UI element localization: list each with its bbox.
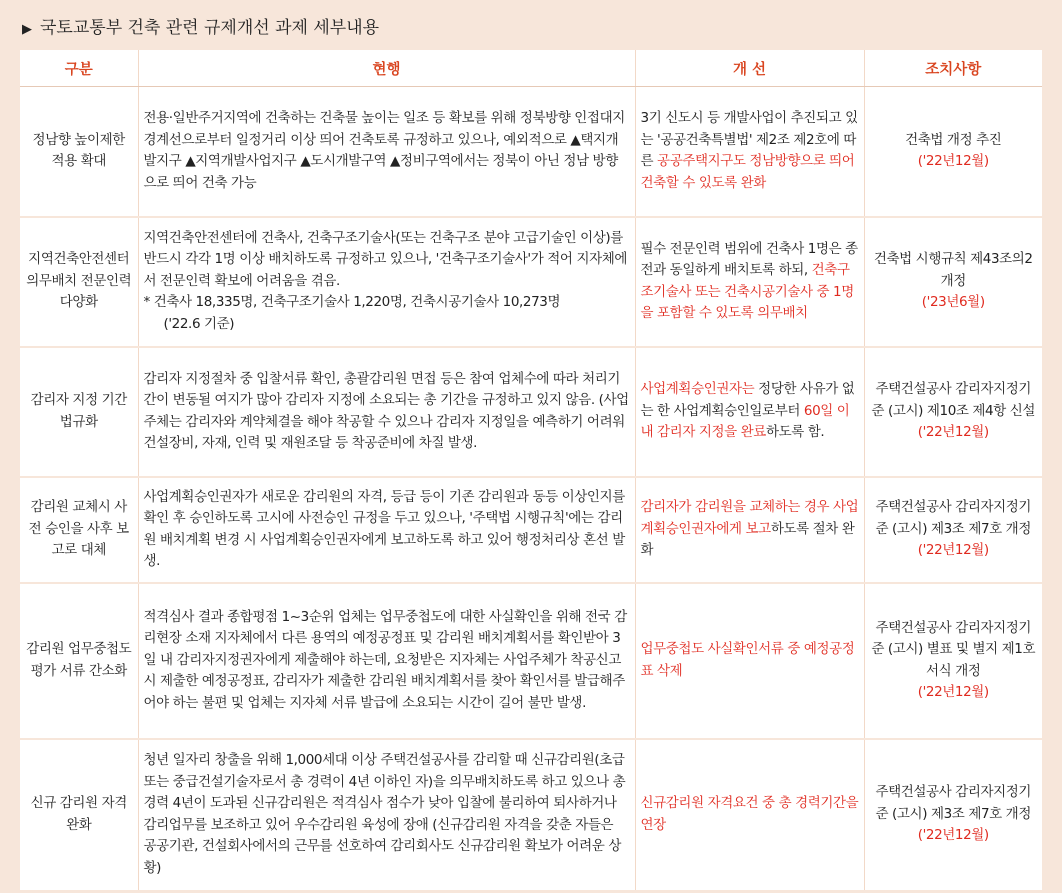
row-category: 감리자 지정 기간 법규화 [20, 347, 138, 477]
table-row [20, 217, 1042, 347]
action-text: 주택건설공사 감리자지정기준 (고시) 제10조 제4항 신설 [871, 381, 1036, 419]
regulation-table [20, 50, 1042, 892]
action-date: ('22년12월) [917, 684, 989, 700]
improvement-highlight: 건축구조기술사 또는 건축시공기술사 중 1명을 포함할 수 있도록 의무배치 [640, 262, 854, 321]
column-header-action: 조치사항 [864, 50, 1042, 87]
table-row [20, 347, 1042, 477]
current-text: 지역건축안전센터에 건축사, 건축구조기술사(또는 건축구조 분야 고급기술인 이상)를 반드시 각각 1명 이상 배치하도록 규정하고 있으나, '건축구조기술사'가 적어 지자체에서 전문인력 확보에 어려움을 겪음. [143, 229, 628, 289]
current-footnote: * 건축사 18,335명, 건축구조기술사 1,220명, 건축시공기술사 10,273명 [143, 294, 561, 311]
improvement-highlight: 업무중첩도 사실확인서류 중 예정공정표 삭제 [640, 641, 855, 679]
row-category: 감리원 교체시 사전 승인을 사후 보고로 대체 [20, 477, 138, 583]
table-row [20, 583, 1042, 739]
row-category: 감리원 업무중첩도 평가 서류 간소화 [20, 583, 138, 739]
row-current [138, 217, 635, 347]
row-action [864, 87, 1042, 217]
row-action [864, 347, 1042, 477]
improvement-text: 필수 전문인력 범위에 건축사 1명은 종전과 동일하게 배치토록 하되, [640, 240, 858, 278]
action-text: 건축법 개정 추진 [905, 131, 1002, 148]
action-date: ('22년12월) [917, 424, 989, 441]
section-title-text: 국토교통부 건축 관련 규제개선 과제 세부내용 [40, 18, 380, 38]
row-improvement [635, 217, 864, 347]
row-action [864, 583, 1042, 739]
triangle-right-icon: ▶ [22, 22, 32, 37]
improvement-highlight: 신규감리원 자격요건 중 총 경력기간을 연장 [640, 795, 859, 833]
table-header-row [20, 50, 1042, 87]
improvement-highlight: 공공주택지구도 정남방향으로 띄어 건축할 수 있도록 완화 [640, 153, 855, 191]
improvement-highlight: 사업계획승인권자는 [640, 381, 755, 398]
row-current: 청년 일자리 창출을 위해 1,000세대 이상 주택건설공사를 감리할 때 신규감리원(초급 또는 중급건설기술자로서 총 경력이 4년 이하인 자)을 의무배치하도록 하고 있으나 총 경력 4년이 도과된 신규감리원은 적격심사 점수가 낮아 입찰에 불리하여 퇴사하거나 감리업무를 보조하고 있어 우수감리원 육성에 장애 (신규감리원 자격을 갖춘 자들은 공공기관, 건설회사에서의 근무를 선호하여 감리회사도 신규감리원 확보가 어려운 상황) [138, 739, 635, 891]
action-text: 건축법 시행규칙 제43조의2 개정 [873, 251, 1033, 289]
improvement-text: 3기 신도시 등 개발사업이 추진되고 있는 '공공건축특별법' 제2조 제2호에 따른 [640, 110, 858, 170]
row-category: 지역건축안전센터 의무배치 전문인력 다양화 [20, 217, 138, 347]
improvement-highlight: 감리자가 감리원을 교체하는 경우 사업계획승인권자에게 보고 [640, 499, 859, 537]
row-improvement [635, 87, 864, 217]
action-date: ('22년12월) [917, 542, 989, 559]
table-row [20, 87, 1042, 217]
row-current: 감리자 지정절차 중 입찰서류 확인, 총괄감리원 면접 등은 참여 업체수에 따라 처리기간이 변동될 여지가 많아 감리자 지정에 소요되는 총 기간을 규정하고 있지 않음. (사업주체는 감리자와 계약체결을 해야 착공할 수 있으나 감리자 지정일을 예측하기 어려워 건설장비, 자재, 인력 및 재원조달 등 착공준비에 차질 발생. [138, 347, 635, 477]
row-improvement [635, 583, 864, 739]
row-improvement [635, 739, 864, 891]
improvement-text: 정당한 사유가 없는 한 사업계획승인일로부터 [640, 381, 855, 419]
column-header-improvement: 개 선 [635, 50, 864, 87]
column-header-current: 현행 [138, 50, 635, 87]
row-current: 적격심사 결과 종합평점 1~3순위 업체는 업무중첩도에 대한 사실확인을 위해 전국 감리현장 소재 지자체에서 다른 용역의 예정공정표 및 감리원 배치계획서를 확인받아 3일 내 감리자지정권자에게 제출해야 하는데, 요청받은 지자체는 사업주체가 착공신고 시 제출한 예정공정표, 감리자가 제출한 감리원 배치계획서를 찾아 확인서를 발급해주어야 하는 불편 및 업체는 지자체 서류 발급에 소요되는 시간이 길어 불만 발생. [138, 583, 635, 739]
row-category: 정남향 높이제한 적용 확대 [20, 87, 138, 217]
table-row [20, 477, 1042, 583]
row-current: 전용·일반주거지역에 건축하는 건축물 높이는 일조 등 확보를 위해 정북방향 인접대지 경계선으로부터 일정거리 이상 띄어 건축토록 규정하고 있으나, 예외적으로 ▲택지개발지구 ▲지역개발사업지구 ▲도시개발구역 ▲정비구역에서는 정북이 아닌 정남 방향으로 띄어 건축 가능 [138, 87, 635, 217]
current-footnote-date: ('22.6 기준) [163, 315, 235, 332]
row-action [864, 217, 1042, 347]
action-date: ('22년12월) [917, 153, 989, 170]
row-action [864, 477, 1042, 583]
section-title [22, 14, 379, 42]
improvement-text: 하도록 절차 완화 [640, 520, 855, 559]
row-current: 사업계획승인권자가 새로운 감리원의 자격, 등급 등이 기존 감리원과 동등 이상인지를 확인 후 승인하도록 고시에 사전승인 규정을 두고 있으나, '주택법 시행규칙'에는 감리원 배치계획 변경 시 사업계획승인권자에게 보고하도록 하고 있어 행정처리상 혼선 발생. [138, 477, 635, 583]
table-row [20, 739, 1042, 891]
improvement-highlight-2: 60일 이내 감리자 지정을 완료 [640, 402, 850, 441]
row-category: 신규 감리원 자격 완화 [20, 739, 138, 891]
action-text: 주택건설공사 감리자지정기준 (고시) 별표 및 별지 제1호서식 개정 [871, 619, 1036, 679]
row-improvement [635, 477, 864, 583]
row-action [864, 739, 1042, 891]
column-header-category: 구분 [20, 50, 138, 87]
row-improvement [635, 347, 864, 477]
action-date: ('23년6월) [921, 294, 985, 311]
action-date: ('22년12월) [917, 827, 989, 844]
improvement-text-end: 하도록 함. [765, 424, 825, 441]
action-text: 주택건설공사 감리자지정기준 (고시) 제3조 제7호 개정 [875, 499, 1032, 537]
action-text: 주택건설공사 감리자지정기준 (고시) 제3조 제7호 개정 [875, 784, 1032, 822]
